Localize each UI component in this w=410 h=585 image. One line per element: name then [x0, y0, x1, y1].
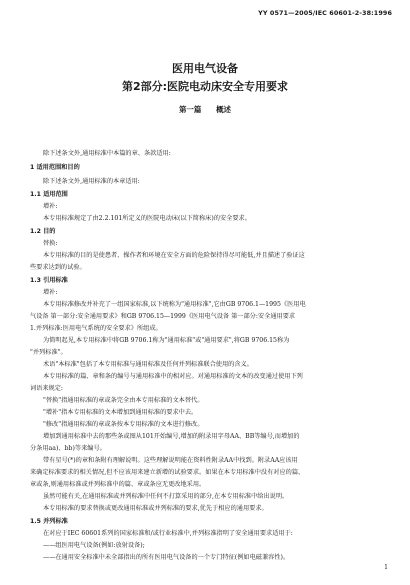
list-item: ——组医用电气设备(例如:放射设备); — [43, 542, 145, 549]
text-line: 为简明起见,本专用标准中将GB 9706.1称为"通用标准"或"通用要求",将GB 9706.15称为 — [43, 337, 290, 344]
text-line: 分条用aa)、bb)等来编号。 — [30, 445, 106, 452]
text-line: 替换: — [43, 240, 58, 247]
text-line: 除下述条文外,通用标准中本篇的章、条款适用: — [43, 150, 171, 157]
text-line: 本专用标准的目的是使患者、操作者和环境在安全方面的危险保持得尽可能低,并且描述了验证这 — [43, 252, 305, 259]
list-item: ——在通用安全标准中未全部指出的所有医用电气设备的一个专门特征(例如电磁兼容性)。 — [43, 554, 290, 561]
section-heading: 1.5 并列标准 — [30, 518, 68, 525]
text-line: "并列标准"。 — [30, 349, 67, 356]
text-line: 1.并列标准:医用电气系统的安全要求》所组成。 — [30, 325, 162, 332]
page-number: 1 — [384, 564, 388, 571]
text-line: 章或条,则通用标准或并列标准中的篇、章或条应无更改地采用。 — [30, 481, 206, 488]
text-line: "增补"指本专用标准的文本增加到通用标准的要求中去。 — [43, 409, 198, 416]
text-line: 本专用标准修改并补充了一组国家标准,以下统称为"通用标准",它由GB 9706.1—1995《医用电 — [43, 301, 306, 308]
text-line: 本专用标准规定了由2.2.101所定义的医院电动床(以下简称床)的安全要求。 — [43, 215, 251, 222]
text-line: 术语"本标准"包括了本专用标准与通用标准及任何并列标准联合使用的含义。 — [43, 361, 253, 368]
text-line: 本专用标准的篇、章和条的编号与通用标准中的相对应。对通用标准的文本的改变通过使用下列 — [43, 373, 303, 380]
text-line: 除下述条文外,通用标准的本章适用: — [43, 178, 140, 185]
text-line: "修改"指通用标准的章或条按本专用标准的文本进行修改。 — [43, 421, 204, 428]
document-title-line1: 医用电气设备 — [172, 62, 238, 75]
text-line: 在对应于IEC 60601系列的国家标准和/或行业标准中,并列标准指明了安全通用要求适用于: — [43, 530, 293, 537]
text-line: 增补: — [43, 289, 58, 296]
text-line: "替换"指通用标准的章或条完全由本专用标准的文本替代。 — [43, 397, 204, 404]
part-name: 第一篇 — [178, 105, 202, 114]
text-line: 增补: — [43, 203, 58, 210]
standard-code: YY 0571—2005/IEC 60601-2-38:1996 — [258, 9, 392, 17]
text-line: 气设备 第一部分:安全通用要求》和GB 9706.15—1999《医用电气设备 第一部分:安全通用要求 — [30, 313, 296, 320]
part-heading — [0, 104, 410, 115]
part-subtitle: 概述 — [216, 105, 232, 114]
document-title-line2: 第2部分:医院电动床安全专用要求 — [121, 80, 289, 93]
section-heading: 1.2 目的 — [30, 228, 56, 235]
section-heading: 1 适用范围和目的 — [30, 164, 80, 171]
text-line: 带有星号(*)的章和条附有理解说明。这些理解说明能在资料性附录AA中找到。附录AA应该用 — [43, 457, 298, 464]
text-line: 增加到通用标准中去的那些条或图从101开始编号,增加的附录用字母AA、BB等编号,而增加的 — [43, 433, 300, 440]
section-heading: 1.3 引用标准 — [30, 277, 68, 284]
text-line: 本专用标准的要求替换或更改通用标准或并列标准的要求,优先于相应的通用要求。 — [43, 505, 268, 512]
section-heading: 1.1 适用范围 — [30, 191, 68, 198]
text-line: 词语来规定: — [30, 385, 64, 392]
text-line: 些要求达到的试验。 — [30, 264, 86, 271]
text-line: 来确定标准要求的相关情况,但不应该用来建立新增的试验要求。如果在本专用标准中没有对应的篇、 — [30, 469, 305, 476]
text-line: 虽然可能有关,在通用标准或并列标准中任何不打算采用的部分,在本专用标准中给出说明。 — [43, 493, 289, 500]
